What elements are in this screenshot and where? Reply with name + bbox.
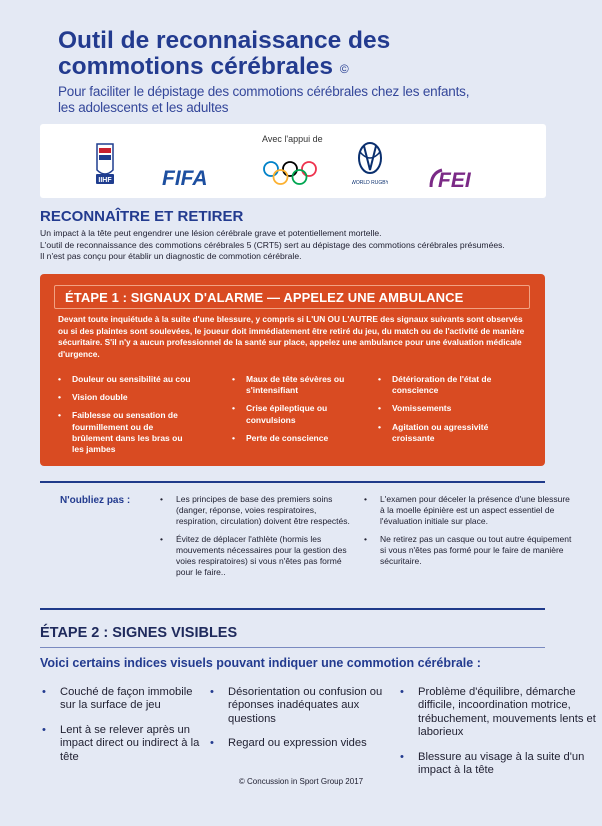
recognize-line-1: Un impact à la tête peut engendrer une lésion cérébrale grave et potentiellement mortelle.	[40, 228, 382, 238]
red-flag-item: • Crise épileptique ou convulsions	[232, 403, 372, 425]
red-flag-item: • Maux de tête sévères ou s'intensifiant	[232, 374, 372, 396]
olympic-rings-graphic	[262, 160, 318, 188]
visible-sign-item: • Désorientation ou confusion ou réponses inadéquates aux questions	[210, 686, 388, 726]
sponsor-band	[40, 124, 546, 198]
red-flag-item: • Perte de conscience	[232, 433, 372, 444]
red-flags-col-2	[232, 374, 372, 451]
red-flag-item: • Douleur ou sensibilité au cou	[58, 374, 218, 385]
reminder-item: • Ne retirez pas un casque ou tout autre équipement si vous n'êtes pas formé pour le faire de manière sécuritaire.	[364, 534, 576, 568]
red-flag-item: • Faiblesse ou sensation de fourmillement ou de brûlement dans les bras ou les jambes	[58, 410, 190, 455]
divider-top	[40, 481, 545, 483]
step1-intro: Devant toute inquiétude à la suite d'une blessure, y compris si L'UN OU L'AUTRE des signaux suivants sont observés ou si des plaintes sont soulevées, le joueur doit immédiatement être retiré du jeu, du match ou de l'activité de manière sécuritaire. S'il n'y a aucun professionnel de la santé sur place, appelez une ambulance pour une évaluation médicale d'urgence.	[58, 314, 525, 359]
red-flag-item: • Vomissements	[378, 403, 518, 414]
title-line-2	[58, 54, 498, 80]
step2-intro: Voici certains indices visuels pouvant indiquer une commotion cérébrale :	[40, 656, 481, 670]
visible-sign-item: • Problème d'équilibre, démarche difficile, incoordination motrice, trébuchement, mouvements lents et laborieux	[400, 686, 600, 740]
subtitle-line-2: les adolescents et les adultes	[58, 100, 229, 115]
red-flags-col-1	[58, 374, 218, 462]
fei-logo-text: FEI	[438, 169, 471, 192]
visible-sign-item: • Lent à se relever après un impact direct ou indirect à la tête	[42, 724, 204, 764]
step2-divider	[40, 647, 545, 648]
recognize-line-3: Il n'est pas conçu pour établir un diagnostic de commotion cérébrale.	[40, 251, 302, 262]
red-flags-col-3	[378, 374, 518, 451]
step1-title: ÉTAPE 1 : SIGNAUX D'ALARME — APPELEZ UNE AMBULANCE	[54, 285, 530, 309]
iihf-logo-text: IIHF	[98, 177, 112, 184]
page-title	[58, 28, 498, 80]
iihf-logo-graphic	[92, 140, 118, 186]
visible-sign-item: • Couché de façon immobile sur la surface de jeu	[42, 686, 204, 713]
iihf-logo	[92, 140, 118, 186]
olympic-rings-logo	[262, 160, 318, 193]
world-rugby-graphic	[352, 138, 388, 192]
reminder-item: • Évitez de déplacer l'athlète (hormis les mouvements nécessaires pour la gestion des voies respiratoires) si vous n'êtes pas formé pour le faire..	[160, 534, 356, 579]
subtitle-line-1: Pour faciliter le dépistage des commotions cérébrales chez les enfants,	[58, 84, 470, 99]
step2-title: ÉTAPE 2 : SIGNES VISIBLES	[40, 625, 238, 641]
divider-bottom	[40, 608, 545, 610]
fei-logo-graphic	[428, 164, 498, 192]
world-rugby-logo	[352, 138, 388, 197]
fifa-logo	[160, 164, 224, 195]
signs-col-2	[210, 686, 388, 762]
reminder-item: • Les principes de base des premiers soins (danger, réponse, voies respiratoires, respiration, circulation) doivent être respectés.	[160, 494, 356, 528]
recognize-line-2: L'outil de reconnaissance des commotions cérébrales 5 (CRT5) sert au dépistage des commotions cérébrales présumées.	[40, 239, 505, 250]
signs-col-1	[42, 686, 204, 775]
visible-sign-item: • Regard ou expression vides	[210, 737, 388, 750]
visible-sign-item: • Blessure au visage à la suite d'un impact à la tête	[400, 751, 600, 778]
red-flag-item: • Agitation ou agressivité croissante	[378, 422, 518, 444]
red-flag-item: • Détérioration de l'état de conscience	[378, 374, 518, 396]
reminders-col-2	[364, 494, 576, 573]
reminder-label: N'oubliez pas :	[60, 495, 131, 506]
red-flag-item: • Vision double	[58, 392, 218, 403]
fifa-logo-text: FIFA	[162, 167, 208, 190]
red-flags-box	[40, 274, 545, 466]
world-rugby-text: WORLD RUGBY	[352, 180, 388, 186]
copyright-mark: ©	[339, 62, 349, 76]
page-subtitle	[58, 84, 538, 116]
title-line-1: Outil de reconnaissance des	[58, 27, 391, 54]
support-label: Avec l'appui de	[262, 134, 323, 144]
recognize-intro	[40, 228, 600, 263]
recognize-heading: RECONNAÎTRE ET RETIRER	[40, 208, 244, 225]
reminders-col-1	[160, 494, 356, 584]
reminder-item: • L'examen pour déceler la présence d'une blessure à la moelle épinière est un aspect essentiel de l'évaluation initiale sur place.	[364, 494, 576, 528]
signs-col-3	[400, 686, 600, 788]
footer-copyright: © Concussion in Sport Group 2017	[238, 777, 364, 786]
title-line-2-text: commotions cérébrales	[58, 53, 334, 80]
fifa-logo-graphic	[160, 164, 224, 190]
fei-logo	[428, 164, 498, 197]
